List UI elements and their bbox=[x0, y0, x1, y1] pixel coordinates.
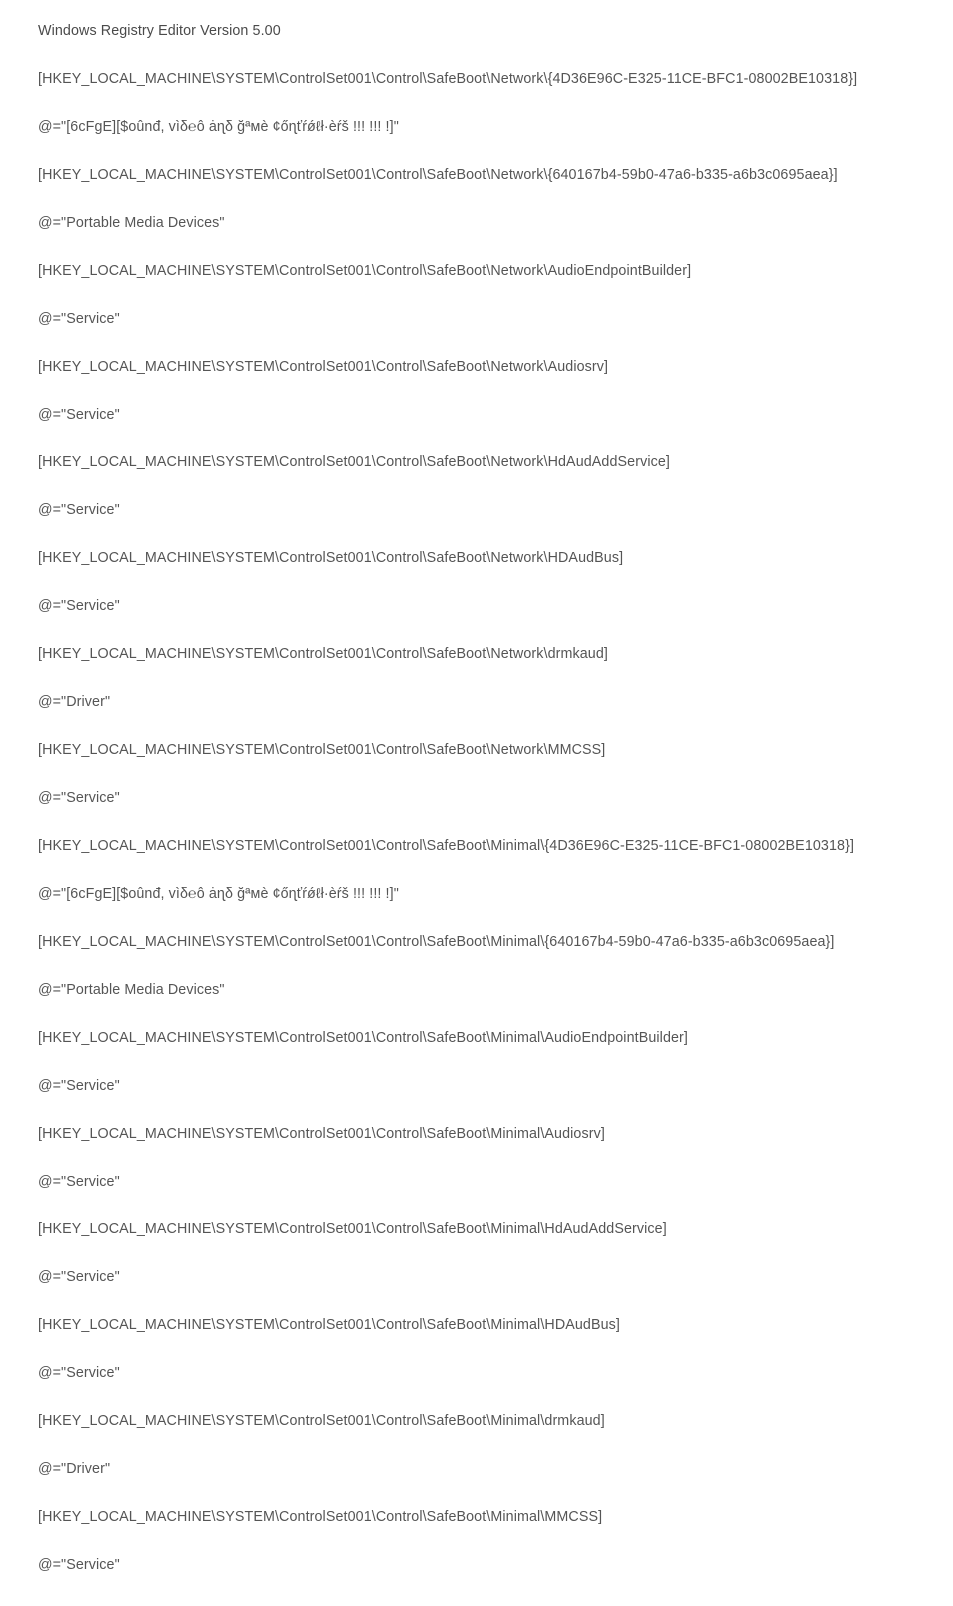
registry-value-line: @="Service" bbox=[38, 406, 120, 423]
registry-key-line: [HKEY_LOCAL_MACHINE\SYSTEM\ControlSet001\Control\SafeBoot\Network\HDAudBus] bbox=[38, 550, 624, 567]
registry-value-line: @="Driver" bbox=[38, 1461, 111, 1478]
registry-value-line: @="Service" bbox=[38, 310, 120, 327]
registry-value-line: @="Service" bbox=[38, 790, 120, 806]
registry-value-line: @="Service" bbox=[38, 1269, 120, 1286]
registry-key-line: [HKEY_LOCAL_MACHINE\SYSTEM\ControlSet001\Control\SafeBoot\Network\AudioEndpointBuilder] bbox=[38, 262, 692, 279]
registry-value-line: @="Service" bbox=[38, 502, 120, 519]
registry-key-line: [HKEY_LOCAL_MACHINE\SYSTEM\ControlSet001\Control\SafeBoot\Minimal\AudioEndpointBuilder] bbox=[38, 1029, 688, 1046]
registry-key-line: [HKEY_LOCAL_MACHINE\SYSTEM\ControlSet001\Control\SafeBoot\Minimal\{640167b4-59b0-47a6-b335-a6b3c0695aea}] bbox=[38, 933, 835, 950]
registry-value-line: @="Service" bbox=[38, 1173, 120, 1190]
registry-file-header: Windows Registry Editor Version 5.00 bbox=[38, 23, 281, 39]
registry-value-line: @="[6cFgE][$oûnđ, vìδ℮ô ȧɳδ ğªмè ¢őɳťŕǿℓł·èŕš !!! !!! !]" bbox=[38, 885, 399, 902]
registry-key-line: [HKEY_LOCAL_MACHINE\SYSTEM\ControlSet001\Control\SafeBoot\Minimal\HdAudAddService] bbox=[38, 1221, 667, 1238]
registry-key-line: [HKEY_LOCAL_MACHINE\SYSTEM\ControlSet001\Control\SafeBoot\Network\drmkaud] bbox=[38, 646, 608, 663]
registry-file-content bbox=[38, 24, 938, 1606]
registry-key-line: [HKEY_LOCAL_MACHINE\SYSTEM\ControlSet001\Control\SafeBoot\Minimal\drmkaud] bbox=[38, 1413, 605, 1430]
registry-value-line: @="Service" bbox=[38, 1557, 120, 1573]
registry-value-line: @="Service" bbox=[38, 598, 120, 615]
registry-key-line: [HKEY_LOCAL_MACHINE\SYSTEM\ControlSet001\Control\SafeBoot\Minimal\HDAudBus] bbox=[38, 1317, 620, 1334]
registry-value-line: @="Portable Media Devices" bbox=[38, 214, 225, 231]
registry-key-line: [HKEY_LOCAL_MACHINE\SYSTEM\ControlSet001\Control\SafeBoot\Minimal\MMCSS] bbox=[38, 1509, 603, 1526]
registry-key-line: [HKEY_LOCAL_MACHINE\SYSTEM\ControlSet001\Control\SafeBoot\Network\Audiosrv] bbox=[38, 358, 609, 375]
registry-key-line: [HKEY_LOCAL_MACHINE\SYSTEM\ControlSet001\Control\SafeBoot\Network\HdAudAddService] bbox=[38, 454, 670, 471]
registry-key-line: [HKEY_LOCAL_MACHINE\SYSTEM\ControlSet001\Control\SafeBoot\Minimal\{4D36E96C-E325-11CE-BFC1-08002BE10318}] bbox=[38, 837, 855, 854]
registry-value-line: @="Service" bbox=[38, 1077, 120, 1094]
registry-value-line: @="[6cFgE][$oûnđ, vìδ℮ô ȧɳδ ğªмè ¢őɳťŕǿℓł·èŕš !!! !!! !]" bbox=[38, 118, 399, 135]
registry-key-line: [HKEY_LOCAL_MACHINE\SYSTEM\ControlSet001\Control\SafeBoot\Minimal\Audiosrv] bbox=[38, 1125, 605, 1142]
registry-key-line: [HKEY_LOCAL_MACHINE\SYSTEM\ControlSet001\Control\SafeBoot\Network\MMCSS] bbox=[38, 742, 606, 759]
registry-key-line: [HKEY_LOCAL_MACHINE\SYSTEM\ControlSet001\Control\SafeBoot\Network\{640167b4-59b0-47a6-b335-a6b3c0695aea}] bbox=[38, 166, 838, 183]
registry-value-line: @="Portable Media Devices" bbox=[38, 981, 225, 998]
registry-value-line: @="Driver" bbox=[38, 694, 111, 711]
registry-value-line: @="Service" bbox=[38, 1365, 120, 1382]
registry-key-line: [HKEY_LOCAL_MACHINE\SYSTEM\ControlSet001\Control\SafeBoot\Network\{4D36E96C-E325-11CE-BFC1-08002BE10318}] bbox=[38, 70, 858, 87]
